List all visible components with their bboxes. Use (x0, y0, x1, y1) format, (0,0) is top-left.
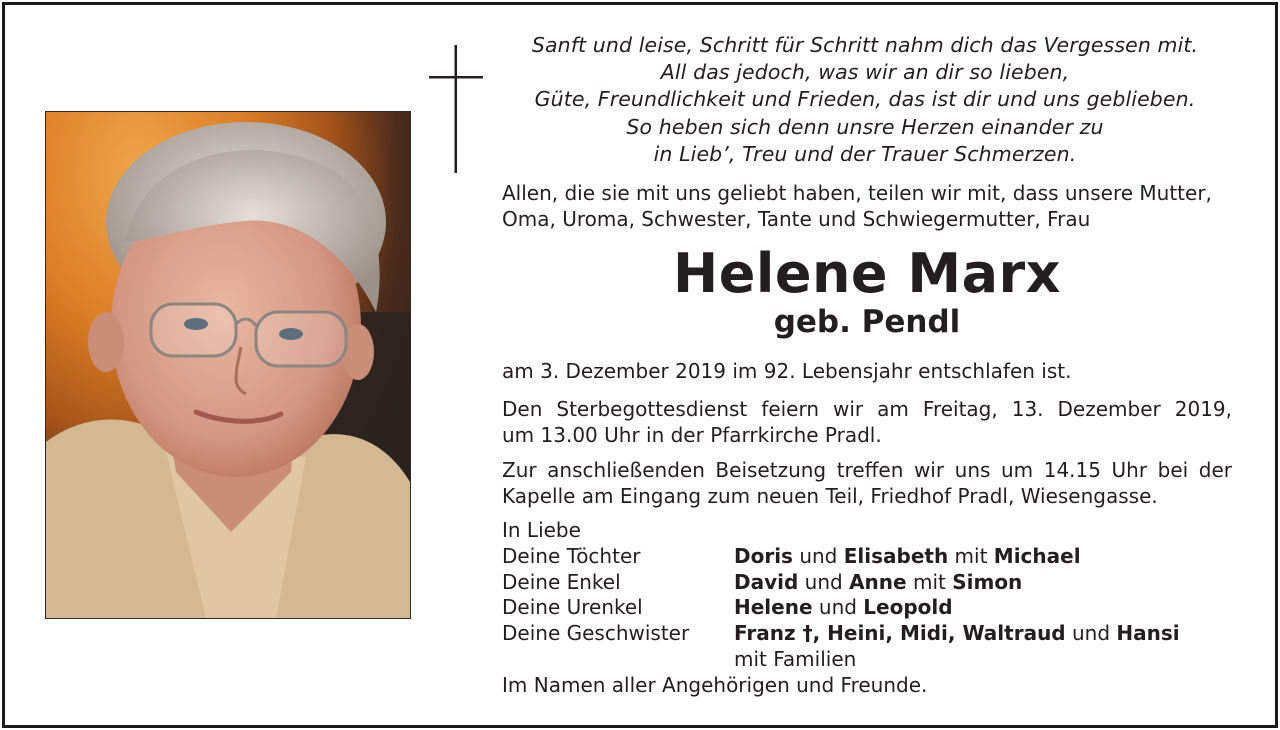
family-row (502, 647, 1232, 673)
family-name: Helene (734, 595, 813, 620)
family-connector: mit Familien (734, 646, 857, 671)
family-name: Anne (849, 569, 907, 594)
poem-line: in Lieb’, Treu und der Trauer Schmerzen. (653, 141, 1077, 166)
family-row (502, 544, 1232, 570)
family-relation-label: Deine Geschwister (502, 621, 690, 646)
family-name: Elisabeth (843, 543, 949, 568)
closing-line: Im Namen aller Angehörigen und Freunde. (502, 672, 928, 697)
intro-line: Oma, Uroma, Schwester, Tante und Schwiegermutter, Frau (502, 207, 1091, 231)
family-relation-label (502, 647, 734, 673)
family-names (734, 544, 1081, 570)
family-connector: mit (906, 569, 953, 594)
family-name: Leopold (863, 595, 953, 620)
poem-line: All das jedoch, was wir an dir so lieben, (660, 60, 1070, 85)
death-text: am 3. Dezember 2019 im 92. Lebensjahr entschlafen ist. (502, 359, 1072, 383)
cross-icon (428, 45, 484, 175)
burial-line: Kapelle am Eingang zum neuen Teil, Friedhof Pradl, Wiesengasse. (502, 484, 1158, 508)
family-row (502, 595, 1232, 621)
family-relation-label: Deine Töchter (502, 543, 641, 568)
family-name: David (734, 569, 799, 594)
family-names (734, 570, 1022, 596)
family-name: Hansi (1116, 621, 1180, 646)
service-line: um 13.00 Uhr in der Pfarrkirche Pradl. (502, 423, 882, 447)
poem-line: Güte, Freundlichkeit und Frieden, das ist dir und uns geblieben. (534, 87, 1196, 112)
family-names (734, 595, 953, 621)
in-liebe: In Liebe (502, 518, 581, 542)
family-row (502, 621, 1232, 647)
family-name: Simon (952, 569, 1023, 594)
family-name: Franz †, Heini, Midi, Waltraud (734, 621, 1066, 646)
family-connector: und (1065, 621, 1117, 646)
family-connector: und (812, 595, 864, 620)
poem-line: Sanft und leise, Schritt für Schritt nahm dich das Vergessen mit. (531, 33, 1199, 57)
family-relation-label: Deine Enkel (502, 569, 621, 594)
poem (495, 32, 1235, 168)
family-list (502, 518, 1232, 699)
service-line: Den Sterbegottesdienst feiern wir am Freitag, 13. Dezember 2019, (502, 397, 1232, 421)
family-connector: und (798, 569, 850, 594)
family-name: Doris (734, 543, 793, 568)
family-connector: mit (948, 543, 994, 568)
maiden-name: geb. Pendl (773, 304, 961, 340)
portrait-photo (45, 111, 411, 619)
family-connector: und (792, 543, 844, 568)
family-row (502, 570, 1232, 596)
family-relation-label: Deine Urenkel (502, 595, 643, 620)
deceased-name: Helene Marx (673, 242, 1061, 305)
burial-line: Zur anschließenden Beisetzung treffen wir uns um 14.15 Uhr bei der (502, 458, 1232, 482)
intro-line: Allen, die sie mit uns geliebt haben, teilen wir mit, dass unsere Mutter, (502, 181, 1212, 205)
service-text (502, 396, 1232, 448)
family-names (734, 647, 856, 673)
death-line (502, 358, 1232, 384)
family-names (734, 621, 1180, 647)
family-name: Michael (993, 543, 1081, 568)
poem-line: So heben sich denn unsre Herzen einander zu (626, 114, 1104, 139)
intro-text (502, 180, 1232, 232)
burial-text (502, 457, 1232, 509)
